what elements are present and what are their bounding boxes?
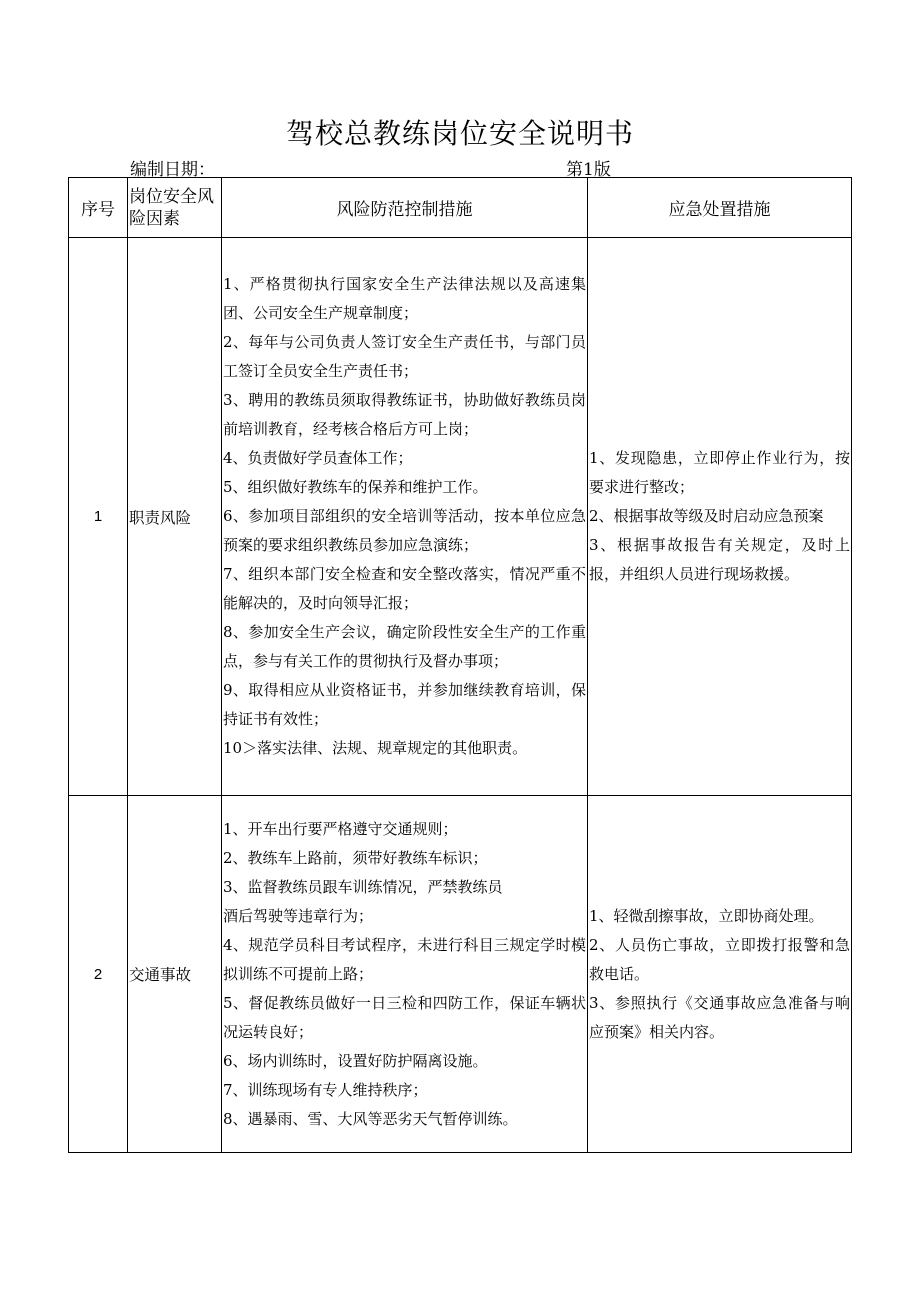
version-label: 第1版 xyxy=(566,160,611,180)
list-item: 8、参加安全生产会议，确定阶段性安全生产的工作重点，参与有关工作的贯彻执行及督办事项； xyxy=(223,623,586,670)
list-item: 5、督促教练员做好一日三检和四防工作，保证车辆状况运转良好； xyxy=(223,993,586,1041)
list-item: 2、每年与公司负责人签订安全生产责任书，与部门员工签订全员安全生产责任书； xyxy=(223,333,586,380)
list-item: 10＞落实法律、法规、规章规定的其他职责。 xyxy=(223,739,528,757)
row-index: 1 xyxy=(69,238,128,796)
list-item: 5、组织做好教练车的保养和维护工作。 xyxy=(223,478,488,496)
list-item: 1、开车出行要严格遵守交通规则； xyxy=(223,819,458,838)
control-measures xyxy=(222,238,588,796)
date-label: 编制日期： xyxy=(130,160,215,180)
document-title: 驾校总教练岗位安全说明书 xyxy=(285,117,634,150)
list-item: 酒后驾驶等违章行为； xyxy=(223,906,374,925)
header-row xyxy=(69,178,852,238)
list-item: 9、取得相应从业资格证书，并参加继续教育培训，保持证书有效性； xyxy=(223,681,586,728)
list-item: 8、遇暴雨、雪、大风等恶劣天气暂停训练。 xyxy=(223,1109,518,1128)
list-item: 2、教练车上路前，须带好教练车标识； xyxy=(223,848,488,867)
list-item: 3、聘用的教练员须取得教练证书，协助做好教练员岗前培训教育，经考核合格后方可上岗； xyxy=(223,391,586,438)
control-measures xyxy=(222,796,588,1153)
list-item: 2、人员伤亡事故，立即拨打报警和急救电话。 xyxy=(589,935,850,983)
header-controls: 风险防范控制措施 xyxy=(222,178,588,238)
list-item: 1、严格贯彻执行国家安全生产法律法规以及高速集团、公司安全生产规章制度； xyxy=(223,275,586,322)
table-row xyxy=(69,238,852,796)
header-index: 序号 xyxy=(69,178,128,238)
row-index: 2 xyxy=(69,796,128,1153)
list-item: 3、监督教练员跟车训练情况，严禁教练员 xyxy=(223,877,503,896)
list-item: 6、场内训练时，设置好防护隔离设施。 xyxy=(223,1051,488,1070)
risk-factor: 职责风险 xyxy=(128,238,222,796)
table-row xyxy=(69,796,852,1153)
list-item: 4、规范学员科目考试程序，未进行科目三规定学时模拟训练不可提前上路； xyxy=(223,935,586,983)
list-item: 3、参照执行《交通事故应急准备与响应预案》相关内容。 xyxy=(589,993,850,1041)
list-item: 1、发现隐患，立即停止作业行为，按要求进行整改； xyxy=(589,449,850,496)
emergency-measures xyxy=(588,796,852,1153)
list-item: 6、参加项目部组织的安全培训等活动，按本单位应急预案的要求组织教练员参加应急演练； xyxy=(223,507,586,554)
header-emergency: 应急处置措施 xyxy=(588,178,852,238)
list-item: 4、负责做好学员查体工作； xyxy=(223,449,413,467)
list-item: 2、根据事故等级及时启动应急预案 xyxy=(589,507,824,525)
list-item: 3、根据事故报告有关规定，及时上报，并组织人员进行现场救援。 xyxy=(589,536,850,583)
list-item: 1、轻微刮擦事故，立即协商处理。 xyxy=(589,906,824,925)
header-risk-factor: 岗位安全风险因素 xyxy=(128,178,222,238)
list-item: 7、组织本部门安全检查和安全整改落实，情况严重不能解决的，及时向领导汇报； xyxy=(223,565,586,612)
safety-table xyxy=(68,177,852,1153)
risk-factor: 交通事故 xyxy=(128,796,222,1153)
emergency-measures xyxy=(588,238,852,796)
list-item: 7、训练现场有专人维持秩序； xyxy=(223,1080,428,1099)
